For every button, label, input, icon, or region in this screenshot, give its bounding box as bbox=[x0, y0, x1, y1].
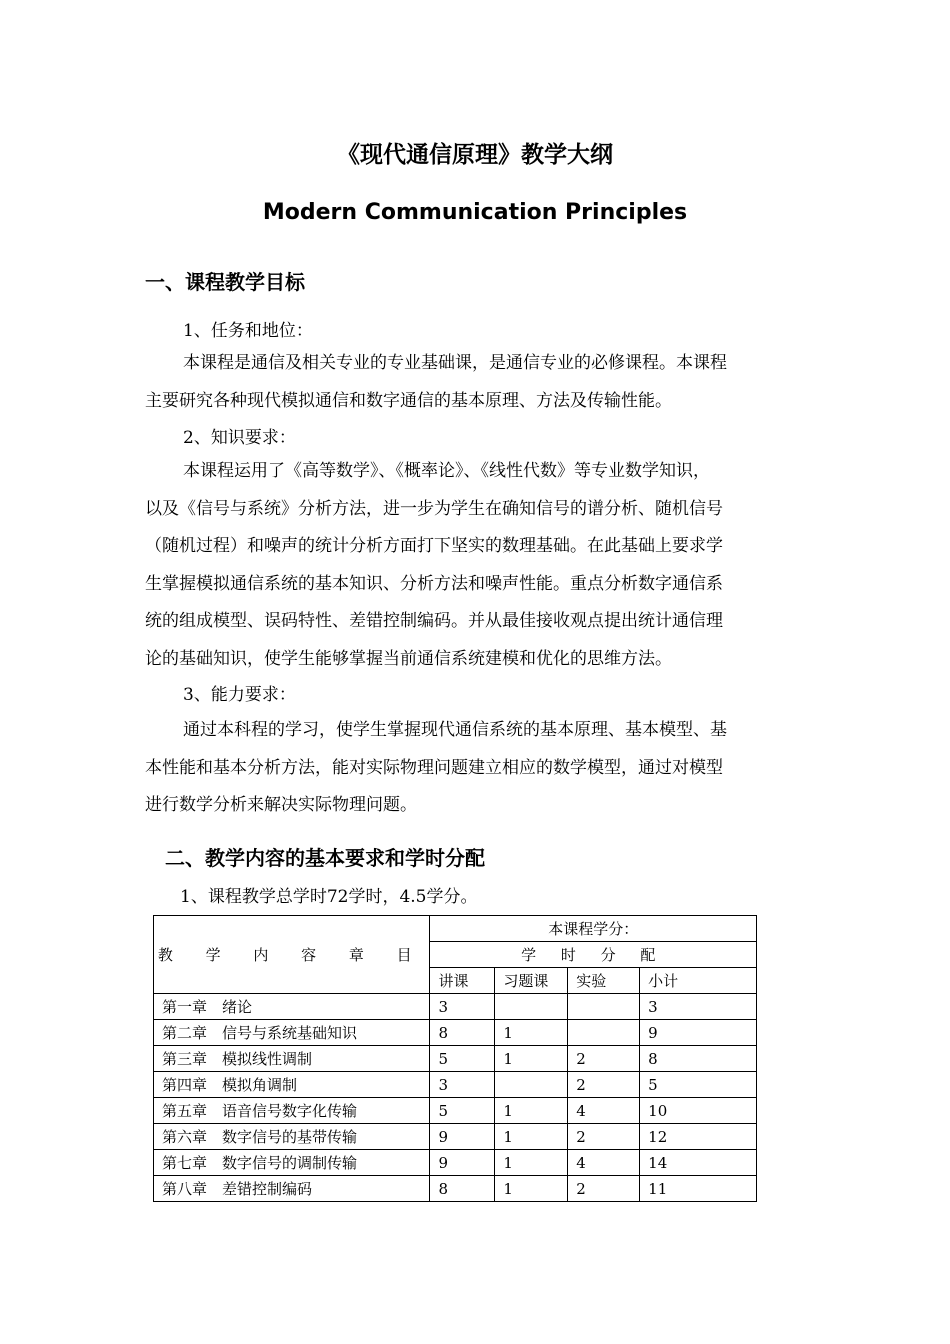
paragraph-line: 通过本科程的学习，使学生掌握现代通信系统的基本原理、基本模型、基 bbox=[183, 720, 727, 740]
table-row bbox=[154, 994, 757, 1020]
chapter-cell: 第三章 模拟线性调制 bbox=[154, 1046, 430, 1072]
paragraph-line: 本课程运用了《高等数学》、《概率论》、《线性代数》等专业数学知识， bbox=[183, 461, 710, 481]
table-header-row bbox=[154, 916, 757, 942]
hours-table bbox=[153, 915, 757, 1202]
item2-paragraph bbox=[145, 453, 805, 678]
exercise-cell: 1 bbox=[495, 1046, 568, 1072]
lab-cell: 2 bbox=[568, 1124, 640, 1150]
paragraph-line: 本性能和基本分析方法，能对实际物理问题建立相应的数学模型，通过对模型 bbox=[145, 757, 723, 778]
exercise-cell bbox=[495, 994, 568, 1020]
subtotal-cell: 9 bbox=[640, 1020, 757, 1046]
chapter-cell: 第一章 绪论 bbox=[154, 994, 430, 1020]
lab-cell: 2 bbox=[568, 1072, 640, 1098]
lab-cell bbox=[568, 994, 640, 1020]
chapter-cell: 第五章 语音信号数字化传输 bbox=[154, 1098, 430, 1124]
paragraph-line: 本课程是通信及相关专业的专业基础课，是通信专业的必修课程。本课程 bbox=[183, 353, 727, 373]
lecture-cell: 3 bbox=[430, 1072, 495, 1098]
table-row bbox=[154, 1020, 757, 1046]
chapter-cell: 第六章 数字信号的基带传输 bbox=[154, 1124, 430, 1150]
lecture-cell: 3 bbox=[430, 994, 495, 1020]
column-header-exercise: 习题课 bbox=[495, 968, 568, 994]
subtotal-cell: 10 bbox=[640, 1098, 757, 1124]
subtotal-cell: 11 bbox=[640, 1176, 757, 1202]
item3-paragraph bbox=[145, 712, 805, 825]
chapter-cell: 第四章 模拟角调制 bbox=[154, 1072, 430, 1098]
lecture-cell: 9 bbox=[430, 1124, 495, 1150]
item2-label: 2、知识要求： bbox=[183, 428, 296, 448]
lab-cell: 4 bbox=[568, 1150, 640, 1176]
lecture-cell: 5 bbox=[430, 1046, 495, 1072]
document-title: 《现代通信原理》教学大纲 bbox=[337, 141, 613, 168]
credit-header-cell: 本课程学分： bbox=[430, 916, 757, 942]
table-row bbox=[154, 1072, 757, 1098]
paragraph-line: 以及《信号与系统》分析方法，进一步为学生在确知信号的谱分析、随机信号 bbox=[145, 498, 723, 519]
exercise-cell: 1 bbox=[495, 1150, 568, 1176]
subtotal-cell: 12 bbox=[640, 1124, 757, 1150]
lecture-cell: 5 bbox=[430, 1098, 495, 1124]
item1-label: 1、任务和地位： bbox=[183, 321, 313, 341]
table-row bbox=[154, 1150, 757, 1176]
lab-cell: 2 bbox=[568, 1046, 640, 1072]
paragraph-line: 主要研究各种现代模拟通信和数字通信的基本原理、方法及传输性能。 bbox=[145, 390, 672, 411]
item3-label: 3、能力要求： bbox=[183, 685, 296, 705]
lab-cell: 2 bbox=[568, 1176, 640, 1202]
lecture-cell: 8 bbox=[430, 1176, 495, 1202]
subtotal-cell: 8 bbox=[640, 1046, 757, 1072]
subtotal-cell: 5 bbox=[640, 1072, 757, 1098]
section2-item1: 1、课程教学总学时72学时，4.5学分。 bbox=[180, 887, 478, 907]
table-row bbox=[154, 1046, 757, 1072]
exercise-cell: 1 bbox=[495, 1124, 568, 1150]
exercise-cell: 1 bbox=[495, 1098, 568, 1124]
chapter-cell: 第八章 差错控制编码 bbox=[154, 1176, 430, 1202]
paragraph-line: 统的组成模型、误码特性、差错控制编码。并从最佳接收观点提出统计通信理 bbox=[145, 611, 723, 631]
column-header-lecture: 讲课 bbox=[430, 968, 495, 994]
section2-heading: 二、教学内容的基本要求和学时分配 bbox=[165, 846, 485, 870]
document-subtitle: Modern Communication Principles bbox=[262, 200, 688, 225]
table-row bbox=[154, 1176, 757, 1202]
paragraph-line: （随机过程）和噪声的统计分析方面打下坚实的数理基础。在此基础上要求学 bbox=[145, 536, 723, 556]
paragraph-line: 生掌握模拟通信系统的基本知识、分析方法和噪声性能。重点分析数字通信系 bbox=[145, 573, 723, 594]
subtotal-cell: 3 bbox=[640, 994, 757, 1020]
chapter-cell: 第七章 数字信号的调制传输 bbox=[154, 1150, 430, 1176]
column-header-lab: 实验 bbox=[568, 968, 640, 994]
lab-cell bbox=[568, 1020, 640, 1046]
lecture-cell: 9 bbox=[430, 1150, 495, 1176]
chapter-cell: 第二章 信号与系统基础知识 bbox=[154, 1020, 430, 1046]
paragraph-line: 论的基础知识，使学生能够掌握当前通信系统建模和优化的思维方法。 bbox=[145, 648, 672, 669]
table-row bbox=[154, 1098, 757, 1124]
lab-cell: 4 bbox=[568, 1098, 640, 1124]
paragraph-line: 进行数学分析来解决实际物理问题。 bbox=[145, 795, 417, 815]
section1-heading: 一、课程教学目标 bbox=[145, 270, 305, 294]
item1-paragraph bbox=[145, 345, 805, 420]
exercise-cell: 1 bbox=[495, 1020, 568, 1046]
table-row bbox=[154, 1124, 757, 1150]
distribution-header-cell: 学 时 分 配 bbox=[430, 942, 757, 968]
lecture-cell: 8 bbox=[430, 1020, 495, 1046]
exercise-cell bbox=[495, 1072, 568, 1098]
content-header-cell: 教 学 内 容 章 目 bbox=[154, 916, 430, 994]
subtotal-cell: 14 bbox=[640, 1150, 757, 1176]
exercise-cell: 1 bbox=[495, 1176, 568, 1202]
column-header-subtotal: 小计 bbox=[640, 968, 757, 994]
